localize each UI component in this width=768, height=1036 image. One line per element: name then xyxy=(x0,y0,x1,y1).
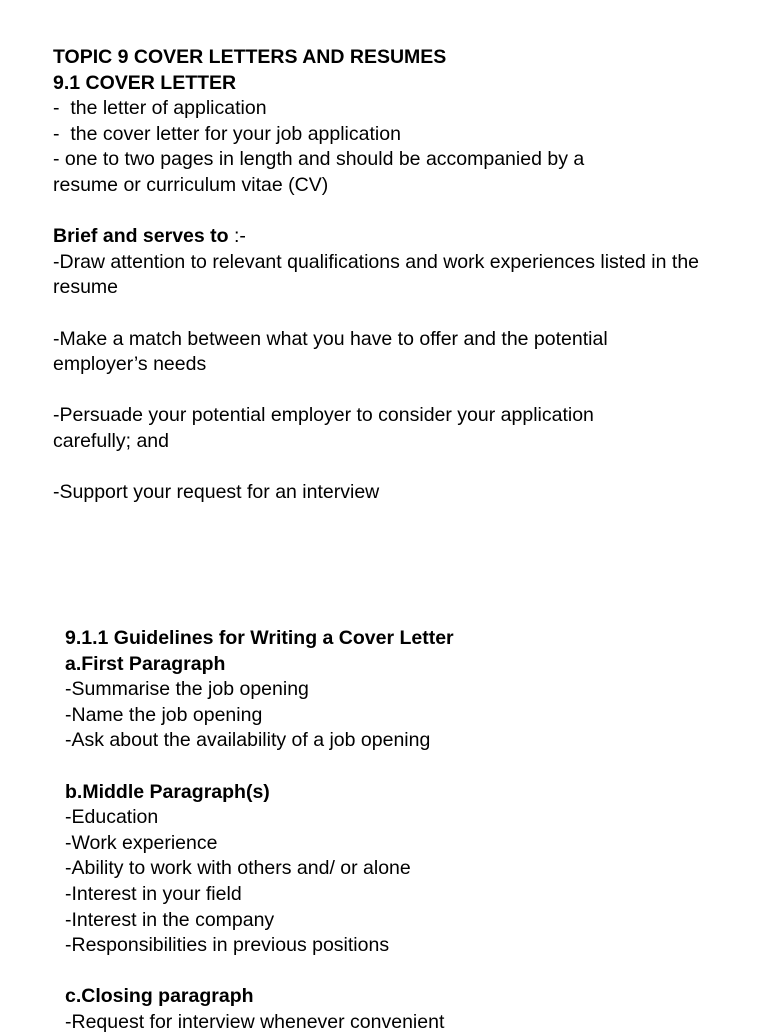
purpose-item: -Support your request for an interview xyxy=(53,481,380,504)
list-item: -Interest in your field xyxy=(65,882,242,905)
guidelines-section xyxy=(65,626,735,1036)
list-item: -Summarise the job opening xyxy=(65,678,309,701)
section-heading-cover-letter: 9.1 COVER LETTER xyxy=(53,71,237,94)
purpose-item: -Persuade your potential employer to consider your application carefully; and xyxy=(53,404,594,452)
list-item: -Education xyxy=(65,806,159,829)
brief-suffix: :- xyxy=(228,225,246,248)
brief-heading: Brief and serves to xyxy=(53,225,229,248)
topic-title: TOPIC 9 COVER LETTERS AND RESUMES xyxy=(53,46,447,68)
cover-letter-section xyxy=(53,45,723,506)
purpose-item: -Make a match between what you have to offer and the potential employer’s needs xyxy=(53,327,608,376)
brief-heading-line xyxy=(53,224,723,250)
definition-item: - the letter of application xyxy=(53,97,267,120)
middle-paragraph-heading: b.Middle Paragraph(s) xyxy=(65,780,270,803)
list-item: -Work experience xyxy=(65,831,218,854)
definition-item: - the cover letter for your job application xyxy=(53,122,401,145)
list-item: -Name the job opening xyxy=(65,703,263,726)
definition-item: - one to two pages in length and should be accompanied by a resume or curriculum vitae (CV) xyxy=(53,148,585,196)
purpose-item: -Draw attention to relevant qualifications and work experiences listed in the resume xyxy=(53,250,700,299)
list-item: -Ability to work with others and/ or alone xyxy=(65,857,411,880)
list-item: -Interest in the company xyxy=(65,908,275,931)
list-item: -Responsibilities in previous positions xyxy=(65,934,390,957)
closing-paragraph-heading: c.Closing paragraph xyxy=(65,985,254,1008)
first-paragraph-heading: a.First Paragraph xyxy=(65,652,226,675)
list-item: -Request for interview whenever convenient xyxy=(65,1010,445,1033)
guidelines-title: 9.1.1 Guidelines for Writing a Cover Letter xyxy=(65,627,454,649)
list-item: -Ask about the availability of a job opening xyxy=(65,729,431,752)
